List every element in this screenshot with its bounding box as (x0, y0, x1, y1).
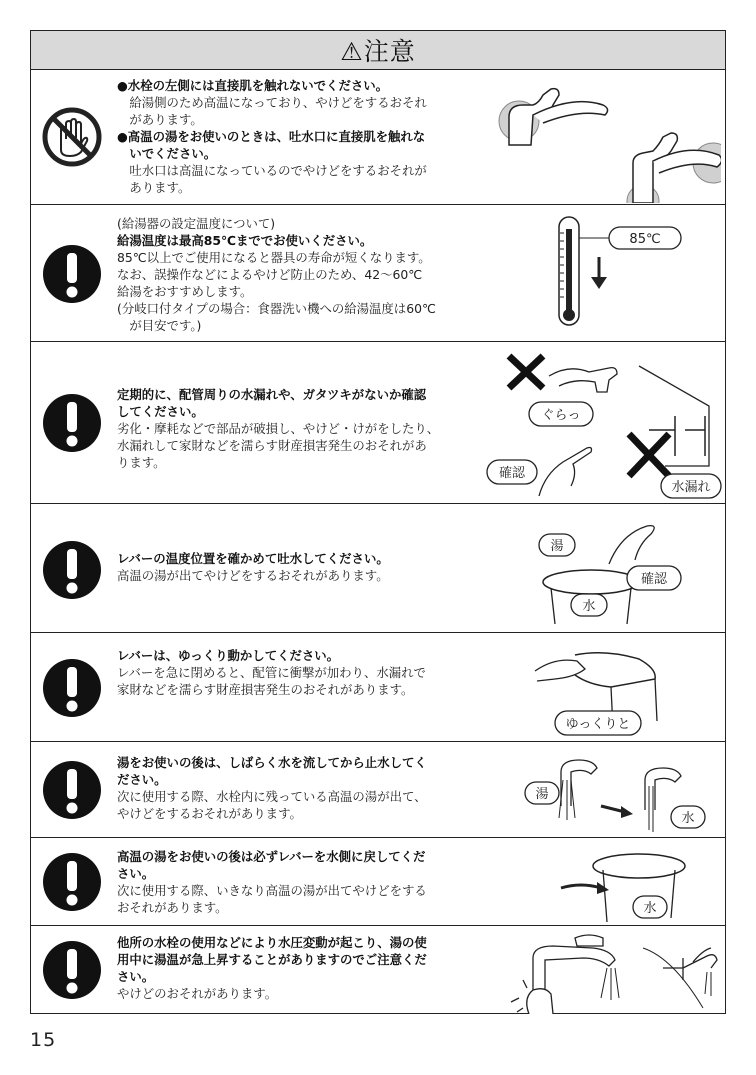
caution-text-3 (117, 386, 439, 471)
caution-row-1 (31, 69, 725, 205)
text-line: が目安です。) (117, 318, 202, 333)
text-line: があります。 (117, 112, 203, 127)
text-line: 水漏れして家財などを濡らす財産損害発生のおそれがあ (117, 438, 427, 453)
text-line: 湯をお使いの後は、しばらく水を流してから止水してく (117, 755, 427, 770)
caution-row-5 (31, 633, 725, 742)
no-touch-hand-icon (41, 106, 103, 168)
text-line: おそれがあります。 (117, 900, 228, 915)
mandatory-exclamation-icon (41, 539, 103, 601)
text-line: いでください。 (117, 146, 217, 161)
caution-text-5 (117, 647, 426, 698)
check-label: 確認 (640, 572, 668, 587)
caution-row-6 (31, 742, 725, 838)
text-line: (分岐口付タイプの場合：食器洗い機への給湯温度は60℃ (117, 301, 436, 316)
text-line: さい。 (117, 969, 155, 984)
slow-lever-illustration (515, 639, 715, 739)
leak-check-illustration (479, 346, 723, 502)
text-line: 次に使用する際、いきなり高温の湯が出てやけどをする (117, 883, 427, 898)
caution-text-6 (117, 754, 427, 822)
caution-title: ⚠注意 (340, 37, 416, 66)
mandatory-exclamation-icon (41, 657, 103, 719)
flush-water-illustration (521, 746, 717, 836)
cold-label: 水 (681, 811, 695, 826)
temperature-label: 85℃ (629, 232, 661, 247)
caution-row-2 (31, 205, 725, 342)
leak-label: 水漏れ (671, 480, 711, 495)
pressure-change-illustration (493, 928, 723, 1014)
text-line: やけどのおそれがあります。 (117, 986, 278, 1001)
page-number: 15 (30, 1029, 57, 1051)
text-line: あります。 (117, 180, 191, 195)
slowly-label: ゆっくりと (565, 717, 631, 732)
text-line: 定期的に、配管周りの水漏れや、ガタツキがないか確認 (117, 387, 427, 402)
mandatory-exclamation-icon (41, 939, 103, 1001)
text-line: なお、誤操作などによるやけど防止のため、42〜60℃ (117, 267, 423, 282)
caution-text-7 (117, 848, 427, 916)
text-line: レバーを急に閉めると、配管に衝撃が加わり、水漏れで (117, 665, 426, 680)
mandatory-exclamation-icon (41, 851, 103, 913)
check-label: 確認 (498, 466, 526, 481)
text-line: 高温の湯が出てやけどをするおそれがあります。 (117, 568, 389, 583)
text-line: 用中に湯温が急上昇することがありますのでご注意くだ (117, 952, 427, 967)
caution-text-1 (117, 77, 427, 196)
caution-text-2 (117, 215, 436, 334)
wobble-label: ぐらっ (541, 408, 581, 423)
mandatory-exclamation-icon (41, 392, 103, 454)
text-line: さい。 (117, 866, 155, 881)
text-line: レバーの温度位置を確かめて吐水してください。 (117, 551, 389, 566)
text-line: してください。 (117, 404, 204, 419)
return-lever-illustration (551, 844, 691, 924)
mandatory-exclamation-icon (41, 243, 103, 305)
text-line: 給湯温度は最高85℃まででお使いください。 (117, 233, 373, 248)
text-line: ださい。 (117, 772, 167, 787)
text-line: 給湯側のため高温になっており、やけどをするおそれ (117, 95, 427, 110)
text-line: 高温の湯をお使いの後は必ずレバーを水側に戻してくだ (117, 849, 426, 864)
text-line: 85℃以上でご使用になると器具の寿命が短くなります。 (117, 250, 431, 265)
caution-text-8 (117, 934, 427, 1002)
text-line: 次に使用する際、水栓内に残っている高温の湯が出て、 (117, 789, 427, 804)
text-line: レバーは、ゆっくり動かしてください。 (117, 648, 340, 663)
cold-label: 水 (643, 901, 657, 916)
text-line: 給湯をおすすめします。 (117, 284, 253, 299)
text-line: (給湯器の設定温度について) (117, 216, 276, 231)
caution-text-4 (117, 550, 389, 584)
hot-label: 湯 (550, 539, 564, 554)
text-line: 他所の水栓の使用などにより水圧変動が起こり、湯の使 (117, 935, 427, 950)
caution-frame (30, 30, 726, 1014)
text-line: ●水栓の左側には直接肌を触れないでください。 (117, 78, 389, 93)
text-line: 吐水口は高温になっているのでやけどをするおそれが (117, 163, 427, 178)
thermometer-illustration (551, 215, 691, 335)
cold-label: 水 (582, 599, 596, 614)
text-line: 劣化・摩耗などで部品が破損し、やけど・けがをしたり、 (117, 421, 440, 436)
caution-header (31, 31, 725, 70)
caution-row-3 (31, 342, 725, 504)
text-line: ります。 (117, 455, 166, 470)
mandatory-exclamation-icon (41, 759, 103, 821)
text-line: やけどをするおそれがあります。 (117, 806, 302, 821)
hot-label: 湯 (535, 787, 549, 802)
text-line: ●高温の湯をお使いのときは、吐水口に直接肌を触れな (117, 129, 426, 144)
text-line: 家財などを濡らす財産損害発生のおそれがあります。 (117, 682, 414, 697)
caution-row-8 (31, 926, 725, 1014)
caution-row-4 (31, 504, 725, 633)
caution-row-7 (31, 838, 725, 926)
lever-position-illustration (531, 514, 711, 628)
faucet-illustration (493, 75, 721, 203)
